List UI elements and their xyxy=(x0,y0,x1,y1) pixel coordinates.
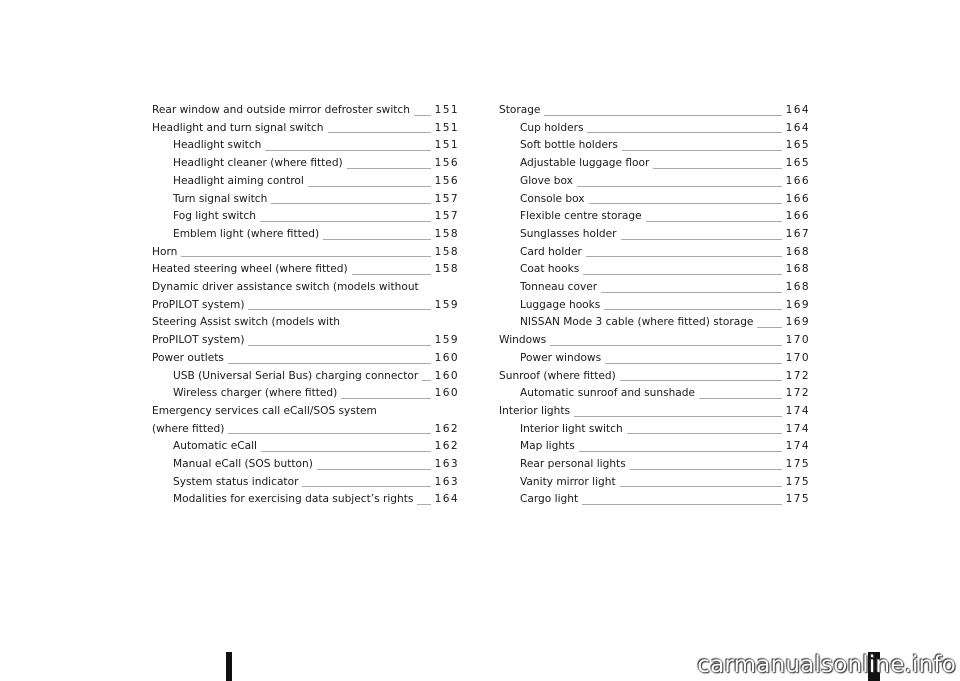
toc-entry-page: 165 xyxy=(785,139,810,152)
toc-entry[interactable] xyxy=(152,314,458,349)
dot-leader xyxy=(627,433,782,434)
toc-entry-row xyxy=(152,297,458,315)
toc-entry-title: System status indicator xyxy=(173,475,299,488)
toc-entry-page: 162 xyxy=(434,440,459,453)
toc-subentry[interactable] xyxy=(152,137,458,155)
toc-subentry[interactable] xyxy=(499,244,809,262)
dot-leader xyxy=(587,132,781,133)
toc-entry-page: 170 xyxy=(785,334,810,347)
dot-leader xyxy=(757,327,781,328)
dot-leader xyxy=(605,363,781,364)
toc-entry-title: Dynamic driver assistance switch (models without xyxy=(152,281,419,294)
toc-entry-title: Manual eCall (SOS button) xyxy=(173,458,313,471)
toc-entry-page: 166 xyxy=(785,210,810,223)
toc-entry-title: Rear window and outside mirror defroster switch xyxy=(152,104,410,116)
toc-subentry[interactable] xyxy=(499,456,809,474)
toc-entry-row xyxy=(152,332,458,350)
toc-left-column xyxy=(152,102,458,509)
dot-leader xyxy=(414,115,431,116)
toc-entry-title: Windows xyxy=(499,334,547,347)
toc-subentry[interactable] xyxy=(152,438,458,456)
toc-entry-page: 159 xyxy=(434,334,459,347)
toc-entry-title: Steering Assist switch (models with xyxy=(152,316,340,329)
toc-subentry[interactable] xyxy=(499,474,809,492)
dot-leader xyxy=(352,274,431,275)
toc-subentry[interactable] xyxy=(152,368,458,386)
toc-entry-page: 175 xyxy=(785,493,810,506)
toc-entry-title: Map lights xyxy=(520,440,575,453)
toc-entry-page: 167 xyxy=(785,227,810,240)
toc-entry-page: 174 xyxy=(785,440,810,453)
toc-entry[interactable] xyxy=(152,120,458,138)
toc-entry-title: Heated steering wheel (where fitted) xyxy=(152,263,348,276)
dot-leader xyxy=(601,292,781,293)
toc-subentry[interactable] xyxy=(499,297,809,315)
toc-right-column xyxy=(499,102,809,509)
toc-entry-title: Headlight and turn signal switch xyxy=(152,121,324,134)
dot-leader xyxy=(653,168,781,169)
toc-entry-title: Sunroof (where fitted) xyxy=(499,369,616,382)
dot-leader xyxy=(302,486,430,487)
toc-entry[interactable] xyxy=(152,350,458,368)
toc-entry-page: 158 xyxy=(434,245,459,258)
toc-entry-title-cont: ProPILOT system) xyxy=(152,298,245,311)
dot-leader xyxy=(228,363,431,364)
page-edge-marker-left xyxy=(226,652,232,681)
toc-entry-title: Glove box xyxy=(520,174,573,187)
toc-subentry[interactable] xyxy=(152,474,458,492)
toc-entry-page: 169 xyxy=(785,316,810,329)
toc-entry-title: Storage xyxy=(499,104,541,116)
dot-leader xyxy=(347,168,431,169)
dot-leader xyxy=(621,239,782,240)
toc-entry-title: Headlight aiming control xyxy=(173,174,304,187)
toc-entry-title: Soft bottle holders xyxy=(520,139,618,152)
toc-subentry[interactable] xyxy=(499,491,809,509)
toc-entry-page: 151 xyxy=(434,139,459,152)
toc-entry-page: 166 xyxy=(785,174,810,187)
toc-entry[interactable] xyxy=(499,368,809,386)
dot-leader xyxy=(422,380,430,381)
toc-entry-page: 164 xyxy=(785,121,810,134)
toc-entry-page: 158 xyxy=(434,263,459,276)
dot-leader xyxy=(550,345,781,346)
toc-entry-page: 163 xyxy=(434,475,459,488)
toc-subentry[interactable] xyxy=(152,456,458,474)
toc-entry-page: 159 xyxy=(434,298,459,311)
toc-entry-title: Emergency services call eCall/SOS system xyxy=(152,404,377,417)
toc-subentry[interactable] xyxy=(152,208,458,226)
toc-entry-title: Flexible centre storage xyxy=(520,210,642,223)
dot-leader xyxy=(265,150,430,151)
dot-leader xyxy=(579,451,782,452)
toc-entry-title: Luggage hooks xyxy=(520,298,601,311)
toc-entry-page: 172 xyxy=(785,369,810,382)
toc-entry-title: Rear personal lights xyxy=(520,458,626,471)
toc-subentry[interactable] xyxy=(152,173,458,191)
toc-entry-page: 165 xyxy=(785,157,810,170)
watermark-text: carmanualsonline.info xyxy=(697,652,956,678)
dot-leader xyxy=(589,203,782,204)
toc-entry-title: Automatic eCall xyxy=(173,440,257,453)
dot-leader xyxy=(699,398,782,399)
dot-leader xyxy=(620,380,782,381)
toc-entry-page: 160 xyxy=(434,387,459,400)
toc-entry-title: Wireless charger (where fitted) xyxy=(173,387,338,400)
toc-entry[interactable] xyxy=(152,279,458,314)
toc-subentry[interactable] xyxy=(499,421,809,439)
dot-leader xyxy=(622,150,782,151)
toc-entry-title-cont: (where fitted) xyxy=(152,422,225,435)
toc-entry-title: Power outlets xyxy=(152,351,224,364)
toc-entry[interactable] xyxy=(499,332,809,350)
dot-leader xyxy=(646,221,782,222)
dot-leader xyxy=(586,256,782,257)
toc-entry-title: Card holder xyxy=(520,245,582,258)
toc-entry[interactable] xyxy=(499,403,809,421)
toc-entry[interactable] xyxy=(152,244,458,262)
toc-entry-page: 166 xyxy=(785,192,810,205)
toc-entry-title: Adjustable luggage floor xyxy=(520,157,650,170)
toc-entry-title: Automatic sunroof and sunshade xyxy=(520,387,696,400)
toc-subentry[interactable] xyxy=(499,261,809,279)
toc-subentry[interactable] xyxy=(499,385,809,403)
toc-entry-page: 164 xyxy=(785,104,810,116)
dot-leader xyxy=(604,309,781,310)
dot-leader xyxy=(261,451,431,452)
dot-leader xyxy=(417,504,430,505)
toc-entry-title: Emblem light (where fitted) xyxy=(173,227,320,240)
toc-entry-title: Modalities for exercising data subject’s rights xyxy=(173,493,414,506)
toc-subentry[interactable] xyxy=(499,120,809,138)
toc-subentry[interactable] xyxy=(499,155,809,173)
toc-subentry[interactable] xyxy=(499,191,809,209)
toc-entry-page: 169 xyxy=(785,298,810,311)
toc-entry-title: Turn signal switch xyxy=(173,192,268,205)
toc-entry-title: USB (Universal Serial Bus) charging connector xyxy=(173,369,419,382)
toc-entry[interactable] xyxy=(152,102,458,120)
toc-entry-page: 168 xyxy=(785,281,810,294)
toc-subentry[interactable] xyxy=(152,155,458,173)
dot-leader xyxy=(583,274,781,275)
toc-entry-page: 174 xyxy=(785,404,810,417)
toc-entry-title-cont: ProPILOT system) xyxy=(152,334,245,347)
toc-subentry[interactable] xyxy=(152,191,458,209)
toc-entry-title: Interior lights xyxy=(499,404,571,417)
toc-entry-title: Fog light switch xyxy=(173,210,256,223)
toc-entry-page: 164 xyxy=(434,493,459,506)
toc-entry-page: 175 xyxy=(785,475,810,488)
toc-subentry[interactable] xyxy=(499,438,809,456)
toc-entry[interactable] xyxy=(499,102,809,120)
toc-entry-page: 162 xyxy=(434,422,459,435)
toc-entry-title: Coat hooks xyxy=(520,263,580,276)
dot-leader xyxy=(260,221,431,222)
dot-leader xyxy=(577,186,782,187)
toc-subentry[interactable] xyxy=(499,208,809,226)
toc-entry-page: 156 xyxy=(434,157,459,170)
dot-leader xyxy=(323,239,430,240)
toc-entry-title: NISSAN Mode 3 cable (where fitted) storage xyxy=(520,316,754,329)
toc-entry[interactable] xyxy=(152,261,458,279)
toc-entry-page: 170 xyxy=(785,351,810,364)
toc-entry-page: 157 xyxy=(434,210,459,223)
dot-leader xyxy=(582,504,781,505)
dot-leader xyxy=(341,398,430,399)
dot-leader xyxy=(248,309,430,310)
toc-entry-page: 158 xyxy=(434,227,459,240)
toc-entry-page: 156 xyxy=(434,174,459,187)
toc-entry-title: Cargo light xyxy=(520,493,579,506)
toc-subentry[interactable] xyxy=(499,314,809,332)
dot-leader xyxy=(248,345,430,346)
toc-entry-page: 168 xyxy=(785,245,810,258)
toc-entry-title: Headlight switch xyxy=(173,139,262,152)
toc-subentry[interactable] xyxy=(499,137,809,155)
toc-subentry[interactable] xyxy=(152,385,458,403)
toc-entry-page: 151 xyxy=(434,121,459,134)
toc-entry-page: 157 xyxy=(434,192,459,205)
toc-entry-title: Vanity mirror light xyxy=(520,475,616,488)
toc-entry-row xyxy=(152,421,458,439)
toc-entry-page: 174 xyxy=(785,422,810,435)
toc-entry-title: Tonneau cover xyxy=(520,281,598,294)
dot-leader xyxy=(544,115,781,116)
toc-entry-page: 151 xyxy=(434,104,459,116)
toc-entry-page: 168 xyxy=(785,263,810,276)
toc-entry-page: 160 xyxy=(434,369,459,382)
toc-entry-title: Interior light switch xyxy=(520,422,623,435)
dot-leader xyxy=(271,203,430,204)
dot-leader xyxy=(228,433,430,434)
toc-subentry[interactable] xyxy=(499,226,809,244)
toc-entry-title: Cup holders xyxy=(520,121,584,134)
toc-entry-title: Sunglasses holder xyxy=(520,227,617,240)
toc-subentry[interactable] xyxy=(499,173,809,191)
toc-entry-page: 172 xyxy=(785,387,810,400)
toc-entry-title: Console box xyxy=(520,192,585,205)
toc-entry-title: Headlight cleaner (where fitted) xyxy=(173,157,343,170)
toc-entry-page: 163 xyxy=(434,458,459,471)
toc-subentry[interactable] xyxy=(499,350,809,368)
dot-leader xyxy=(181,256,430,257)
dot-leader xyxy=(620,486,782,487)
dot-leader xyxy=(317,469,431,470)
toc-entry-page: 175 xyxy=(785,458,810,471)
toc-entry-page: 160 xyxy=(434,351,459,364)
dot-leader xyxy=(328,132,431,133)
toc-entry-title: Horn xyxy=(152,245,178,258)
toc-entry[interactable] xyxy=(152,403,458,438)
dot-leader xyxy=(630,469,782,470)
toc-subentry[interactable] xyxy=(152,226,458,244)
toc-entry-title: Power windows xyxy=(520,351,602,364)
toc-subentry[interactable] xyxy=(499,279,809,297)
dot-leader xyxy=(574,416,782,417)
dot-leader xyxy=(308,186,431,187)
toc-subentry[interactable] xyxy=(152,491,458,509)
